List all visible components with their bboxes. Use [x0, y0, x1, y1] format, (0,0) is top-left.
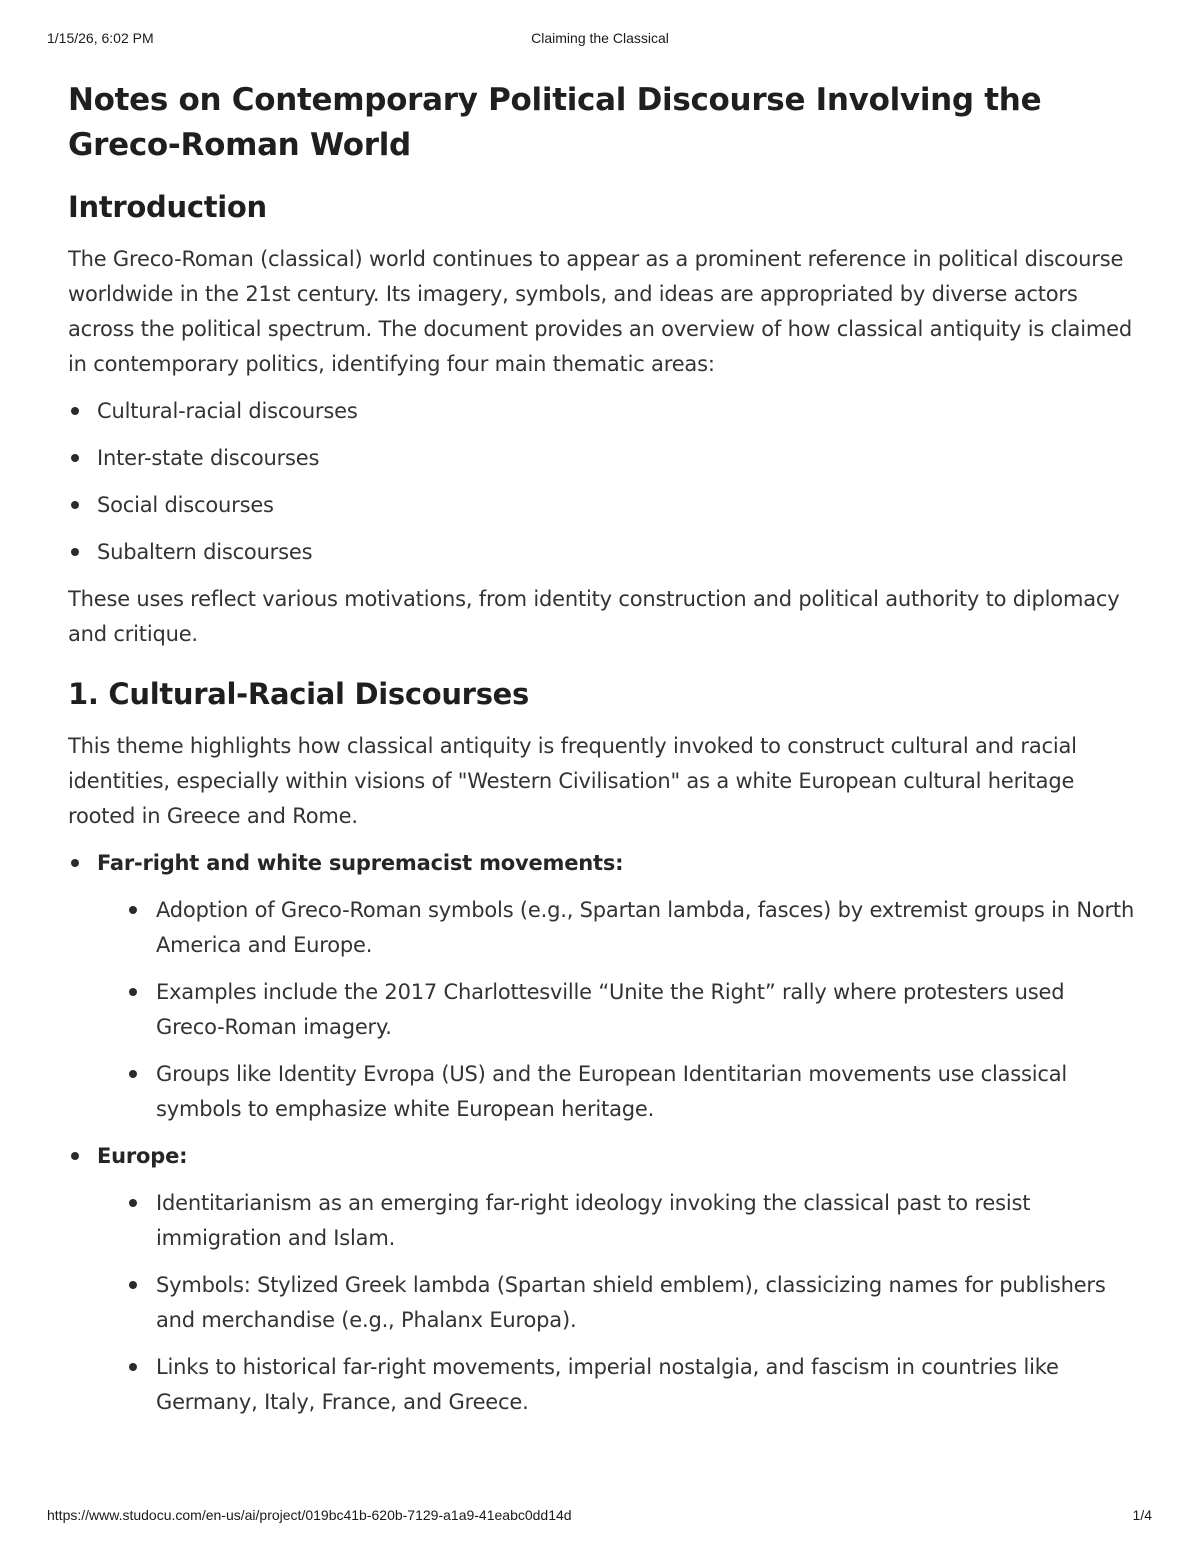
section1-heading: 1. Cultural-Racial Discourses: [68, 677, 529, 711]
section1-paragraph: This theme highlights how classical antiquity is frequently invoked to construct cultural and racial identities, especially within visions of "Western Civilisation" as a white European cultural heritage rooted in Greece and Rome.: [68, 734, 1077, 828]
sublist-text: Examples include the 2017 Charlottesville “Unite the Right” rally where protesters used Greco-Roman imagery.: [156, 980, 1065, 1039]
list-item: [97, 1186, 1138, 1256]
list-item: [97, 1350, 1138, 1420]
bullet-icon: [71, 454, 79, 462]
group-sublist: [97, 893, 1138, 1127]
bullet-icon: [129, 1070, 137, 1078]
print-datetime: 1/15/26, 6:02 PM: [47, 30, 154, 46]
document-body: [68, 78, 1138, 1420]
sublist-text: Identitarianism as an emerging far-right ideology invoking the classical past to resist immigration and Islam.: [156, 1191, 1031, 1250]
list-item: [68, 394, 1138, 429]
bullet-icon: [71, 859, 79, 867]
list-item: [68, 488, 1138, 523]
bullet-icon: [129, 906, 137, 914]
source-url[interactable]: https://www.studocu.com/en-us/ai/project/019bc41b-620b-7129-a1a9-41eabc0dd14d: [47, 1507, 572, 1523]
list-item: [68, 846, 1138, 1127]
list-item: [97, 893, 1138, 963]
theme-label: Cultural-racial discourses: [97, 399, 358, 423]
sublist-text: Links to historical far-right movements, imperial nostalgia, and fascism in countries like Germany, Italy, France, and Greece.: [156, 1355, 1059, 1414]
group-label: Far-right and white supremacist movements:: [97, 851, 624, 875]
list-item: [68, 535, 1138, 570]
section1-groups: [68, 846, 1138, 1420]
bullet-icon: [129, 1199, 137, 1207]
bullet-icon: [71, 1152, 79, 1160]
page-number: 1/4: [1132, 1507, 1152, 1523]
list-item: [97, 975, 1138, 1045]
group-label: Europe:: [97, 1144, 188, 1168]
bullet-icon: [71, 407, 79, 415]
introduction-paragraph: The Greco-Roman (classical) world continues to appear as a prominent reference in political discourse worldwide in the 21st century. Its imagery, symbols, and ideas are appropriated by diverse actors across the political spectrum. The document provides an overview of how classical antiquity is claimed in contemporary politics, identifying four main thematic areas:: [68, 247, 1132, 376]
introduction-heading: Introduction: [68, 190, 267, 224]
list-item: [97, 1057, 1138, 1127]
theme-label: Inter-state discourses: [97, 446, 320, 470]
document-title: Notes on Contemporary Political Discourse Involving the Greco-Roman World: [68, 82, 1042, 163]
list-item: [68, 1139, 1138, 1420]
group-sublist: [97, 1186, 1138, 1420]
print-footer: [0, 1507, 1200, 1527]
introduction-closing: These uses reflect various motivations, from identity construction and political authority to diplomacy and critique.: [68, 587, 1120, 646]
themes-list: [68, 394, 1138, 570]
print-header: [0, 30, 1200, 50]
list-item: [97, 1268, 1138, 1338]
theme-label: Social discourses: [97, 493, 274, 517]
sublist-text: Adoption of Greco-Roman symbols (e.g., Spartan lambda, fasces) by extremist groups in North America and Europe.: [156, 898, 1135, 957]
sublist-text: Groups like Identity Evropa (US) and the European Identitarian movements use classical symbols to emphasize white European heritage.: [156, 1062, 1068, 1121]
bullet-icon: [129, 1363, 137, 1371]
bullet-icon: [129, 988, 137, 996]
list-item: [68, 441, 1138, 476]
bullet-icon: [71, 501, 79, 509]
bullet-icon: [129, 1281, 137, 1289]
theme-label: Subaltern discourses: [97, 540, 313, 564]
print-page-title: Claiming the Classical: [531, 30, 669, 46]
bullet-icon: [71, 548, 79, 556]
sublist-text: Symbols: Stylized Greek lambda (Spartan shield emblem), classicizing names for publishers and merchandise (e.g., Phalanx Europa).: [156, 1273, 1106, 1332]
